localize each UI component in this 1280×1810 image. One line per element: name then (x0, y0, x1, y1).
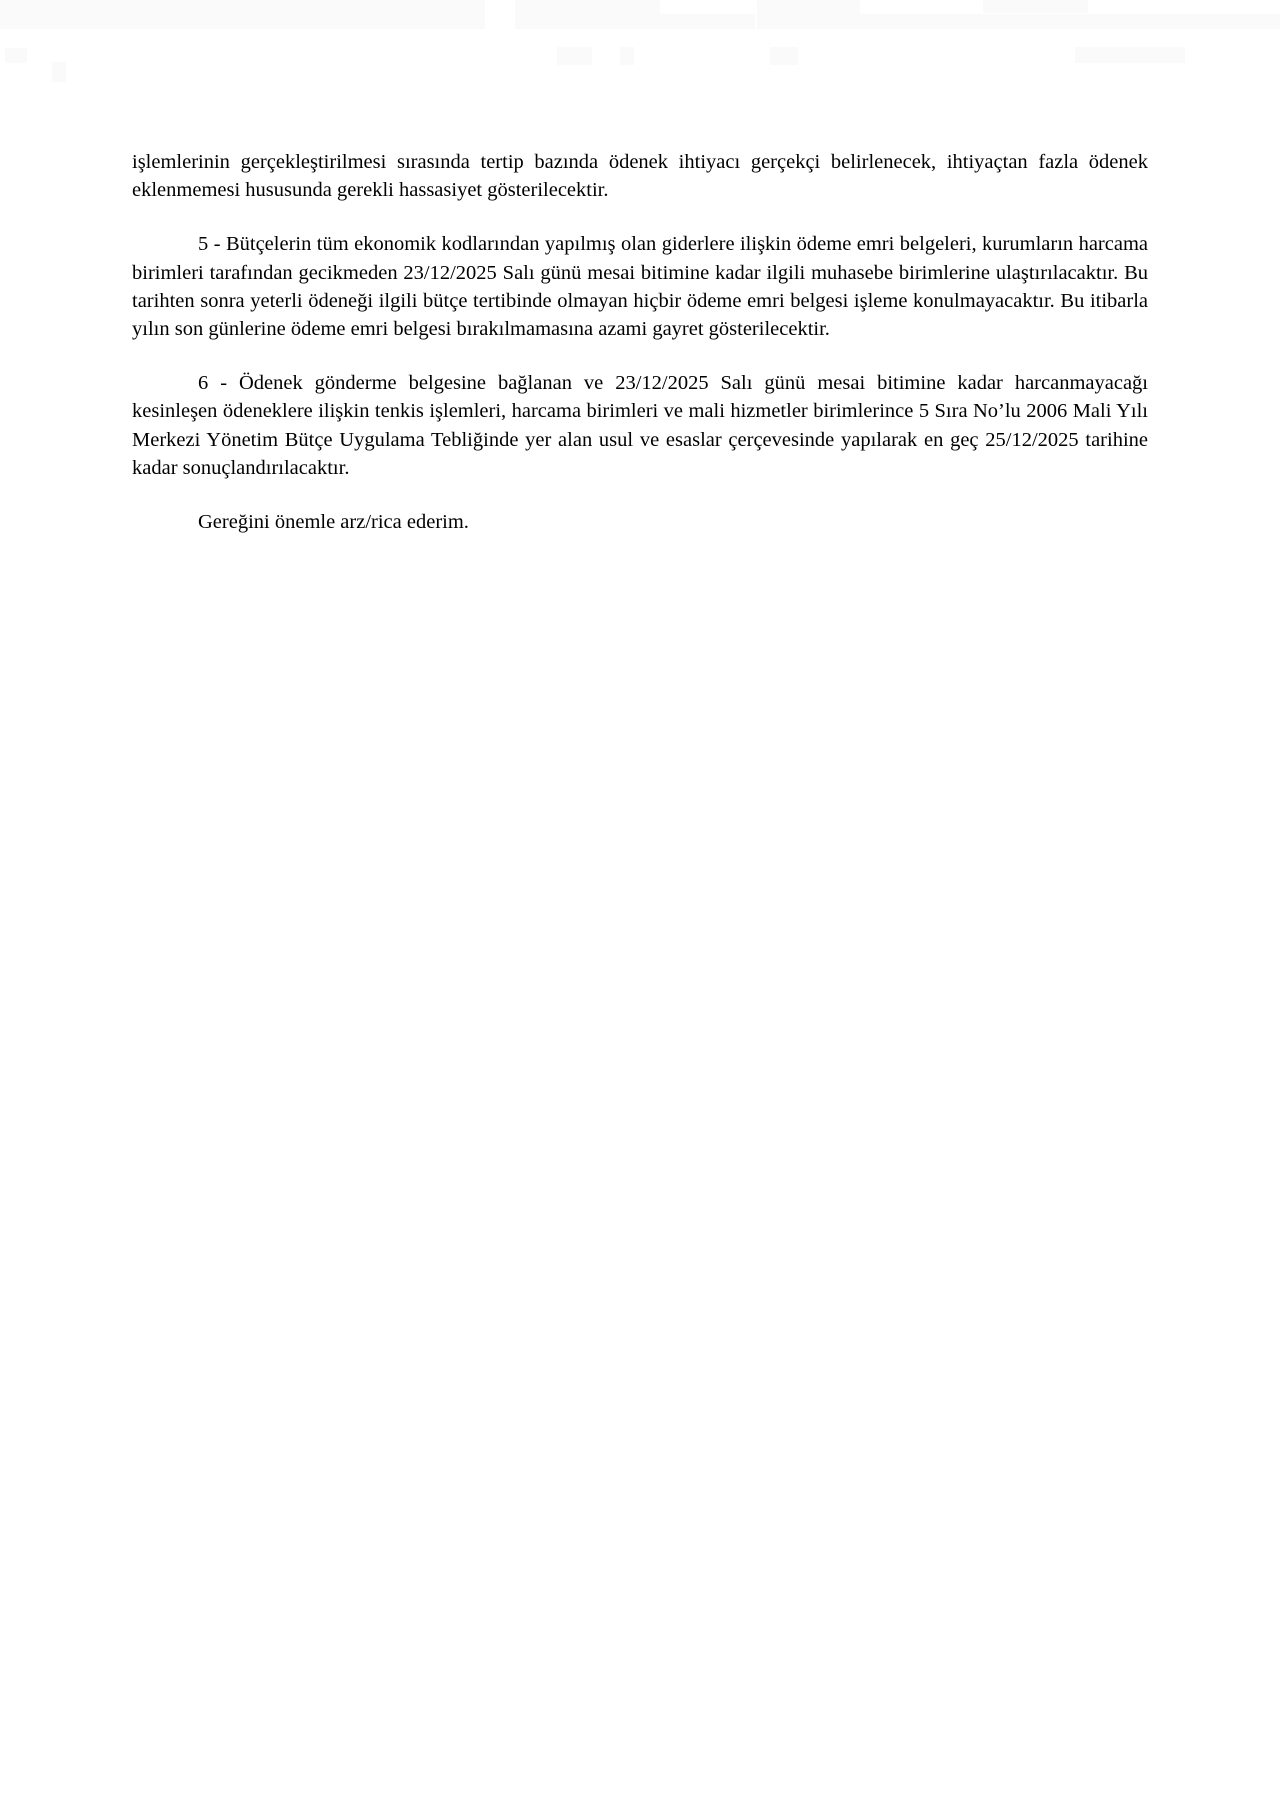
letterhead-ghost-block (5, 48, 27, 63)
letterhead-ghost-block (1110, 14, 1280, 29)
letterhead-ghost-block (0, 0, 485, 29)
letterhead-ghost-block (1075, 47, 1185, 63)
paragraph-item-6: 6 - Ödenek gönderme belgesine bağlanan ve 23/12/2025 Salı günü mesai bitimine kadar harcanmayacağı kesinleşen ödeneklere ilişkin tenkis işlemleri, harcama birimleri ve mali hizmetler birimlerince 5 Sıra No’lu 2006 Mali Yılı Merkezi Yönetim Bütçe Uygulama Tebliğinde yer alan usul ve esaslar çerçevesinde yapılarak en geç 25/12/2025 tarihine kadar sonuçlandırılacaktır. (132, 372, 1148, 479)
letterhead-ghost-block (860, 14, 1110, 29)
letterhead-ghost-block (983, 0, 1088, 13)
letterhead-ghost-block (557, 47, 592, 65)
letterhead-ghost-block (757, 0, 860, 29)
closing-line: Gereğini önemle arz/rica ederim. (198, 511, 469, 534)
letterhead-ghost-block (515, 0, 660, 29)
letterhead-ghost-block (660, 14, 755, 29)
letterhead-ghost-block (52, 62, 66, 82)
letterhead-ghost-block (770, 47, 798, 65)
paragraph-item-5: 5 - Bütçelerin tüm ekonomik kodlarından yapılmış olan giderlere ilişkin ödeme emri belgeleri, kurumların harcama birimleri tarafından gecikmeden 23/12/2025 Salı günü mesai bitimine kadar ilgili muhasebe birimlerine ulaştırılacaktır. Bu tarihten sonra yeterli ödeneği ilgili bütçe tertibinde olmayan hiçbir ödeme emri belgesi işleme konulmayacaktır. Bu itibarla yılın son günlerine ödeme emri belgesi bırakılmamasına azami gayret gösterilecektir. (132, 233, 1148, 341)
paragraph-continuation: işlemlerinin gerçekleştirilmesi sırasında tertip bazında ödenek ihtiyacı gerçekçi belirlenecek, ihtiyaçtan fazla ödenek eklenmemesi hususunda gerekli hassasiyet gösterilecektir. (132, 151, 1148, 202)
document-page-body (132, 148, 1148, 562)
letterhead-ghost-block (620, 47, 634, 65)
